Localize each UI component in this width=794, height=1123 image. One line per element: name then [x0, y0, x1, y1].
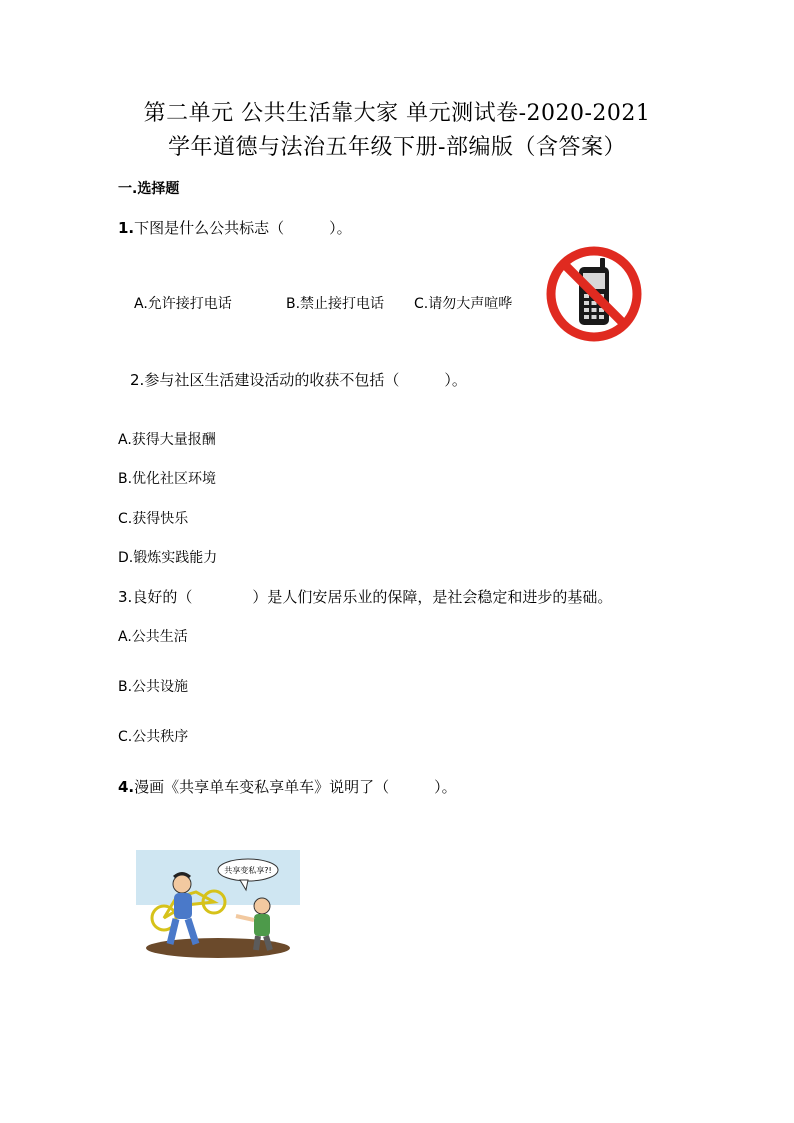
question-1 [118, 217, 352, 238]
speech-bubble-text: 共享变私享?! [224, 866, 272, 875]
question-text: 良好的（ ）是人们安居乐业的保障，是社会稳定和进步的基础。 [132, 588, 613, 606]
sky-background [136, 850, 300, 905]
question-number: 1. [118, 219, 135, 237]
option-a[interactable]: A.允许接打电话 [134, 296, 232, 312]
option-c[interactable]: C.请勿大声喧哗 [414, 296, 513, 312]
question-number: 4. [118, 778, 135, 796]
section-heading: 一.选择题 [118, 181, 180, 197]
question-text: 下图是什么公共标志（ ）。 [134, 219, 352, 237]
option-b[interactable]: B.优化社区环境 [118, 471, 217, 487]
question-text: 漫画《共享单车变私享单车》说明了（ ）。 [134, 778, 457, 796]
question-number: 3. [118, 588, 133, 606]
page-title-line-2: 学年道德与法治五年级下册-部编版（含答案） [168, 135, 626, 160]
option-b[interactable]: B.公共设施 [118, 679, 189, 695]
shared-bike-cartoon [136, 850, 300, 960]
option-d[interactable]: D.锻炼实践能力 [118, 550, 218, 566]
question-number: 2. [130, 371, 145, 389]
page-title-line-1: 第二单元 公共生活靠大家 单元测试卷-2020-2021 [143, 101, 651, 126]
question-2 [130, 369, 467, 390]
question-3 [118, 586, 612, 607]
question-text: 参与社区生活建设活动的收获不包括（ ）。 [144, 371, 467, 389]
option-c[interactable]: C.获得快乐 [118, 511, 189, 527]
option-b[interactable]: B.禁止接打电话 [286, 296, 385, 312]
question-4 [118, 776, 457, 797]
option-c[interactable]: C.公共秩序 [118, 729, 189, 745]
option-a[interactable]: A.公共生活 [118, 629, 188, 645]
option-a[interactable]: A.获得大量报酬 [118, 432, 216, 448]
no-phone-sign-icon [544, 244, 644, 344]
